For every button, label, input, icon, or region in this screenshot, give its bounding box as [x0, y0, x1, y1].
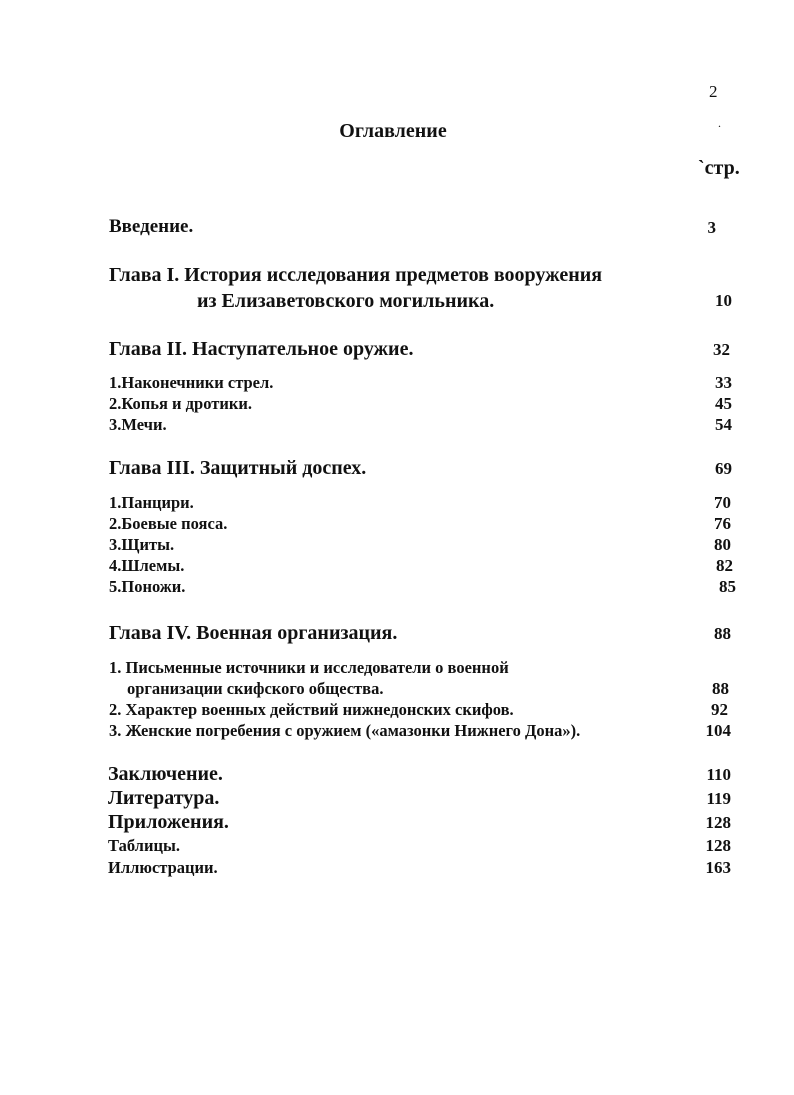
- toc-page-appendices: 128: [705, 813, 731, 832]
- toc-subentry-3-1: 1.Панцири.: [109, 493, 194, 512]
- toc-entry-literature: Литература.: [108, 787, 220, 809]
- toc-subentry-2-3: 3.Мечи.: [109, 415, 167, 434]
- toc-entry-chapter-2: Глава II. Наступательное оружие.: [109, 338, 414, 360]
- toc-page-chapter-3: 69: [715, 459, 732, 478]
- toc-entry-chapter-4: Глава IV. Военная организация.: [109, 622, 398, 644]
- toc-subentry-3-5: 5.Поножи.: [109, 577, 186, 596]
- toc-subentry-2-1: 1.Наконечники стрел.: [109, 373, 274, 392]
- pages-column-label: `стр.: [698, 157, 740, 179]
- toc-page-3-3: 80: [714, 535, 731, 554]
- page-title: Оглавление: [339, 120, 447, 142]
- toc-page-conclusion: 110: [706, 765, 731, 784]
- toc-entry-conclusion: Заключение.: [108, 763, 223, 785]
- toc-entry-chapter-3: Глава III. Защитный доспех.: [109, 457, 367, 479]
- toc-subentry-3-4: 4.Шлемы.: [109, 556, 185, 575]
- toc-page-3-4: 82: [716, 556, 733, 575]
- toc-page-chapter-4: 88: [714, 624, 731, 643]
- toc-page-2-3: 54: [715, 415, 732, 434]
- toc-page-literature: 119: [706, 789, 731, 808]
- toc-page-2-2: 45: [715, 394, 732, 413]
- toc-page-4-3: 104: [705, 721, 731, 740]
- toc-entry-chapter-1-line-2: из Елизаветовского могильника.: [197, 290, 495, 312]
- toc-entry-illustrations: Иллюстрации.: [108, 858, 218, 877]
- toc-page-introduction: 3: [707, 218, 716, 237]
- toc-page-4-2: 92: [711, 700, 728, 719]
- toc-page-3-1: 70: [714, 493, 731, 512]
- toc-subentry-4-1-line-1: 1. Письменные источники и исследователи о военной: [109, 658, 509, 677]
- toc-page-3-5: 85: [719, 577, 736, 596]
- toc-page-3-2: 76: [714, 514, 731, 533]
- toc-entry-introduction: Введение.: [109, 216, 194, 237]
- toc-page-2-1: 33: [715, 373, 732, 392]
- toc-entry-appendices: Приложения.: [108, 811, 229, 833]
- toc-subentry-2-2: 2.Копья и дротики.: [109, 394, 252, 413]
- toc-subentry-4-1-line-2: организации скифского общества.: [127, 679, 384, 698]
- toc-page-chapter-2: 32: [713, 340, 730, 359]
- toc-subentry-3-3: 3.Щиты.: [109, 535, 175, 554]
- toc-page-illustrations: 163: [705, 858, 731, 877]
- toc-subentry-3-2: 2.Боевые пояса.: [109, 514, 228, 533]
- toc-subentry-4-2: 2. Характер военных действий нижнедонских скифов.: [109, 700, 514, 719]
- toc-page-tables: 128: [705, 836, 731, 855]
- toc-subentry-4-3: 3. Женские погребения с оружием («амазонки Нижнего Дона»).: [109, 721, 581, 740]
- stray-mark: .: [718, 116, 721, 130]
- toc-entry-chapter-1-line-1: Глава I. История исследования предметов вооружения: [109, 264, 603, 286]
- toc-entry-tables: Таблицы.: [108, 836, 180, 855]
- page-number: 2: [709, 82, 718, 101]
- toc-page-4-1: 88: [712, 679, 729, 698]
- toc-page-chapter-1: 10: [715, 291, 732, 310]
